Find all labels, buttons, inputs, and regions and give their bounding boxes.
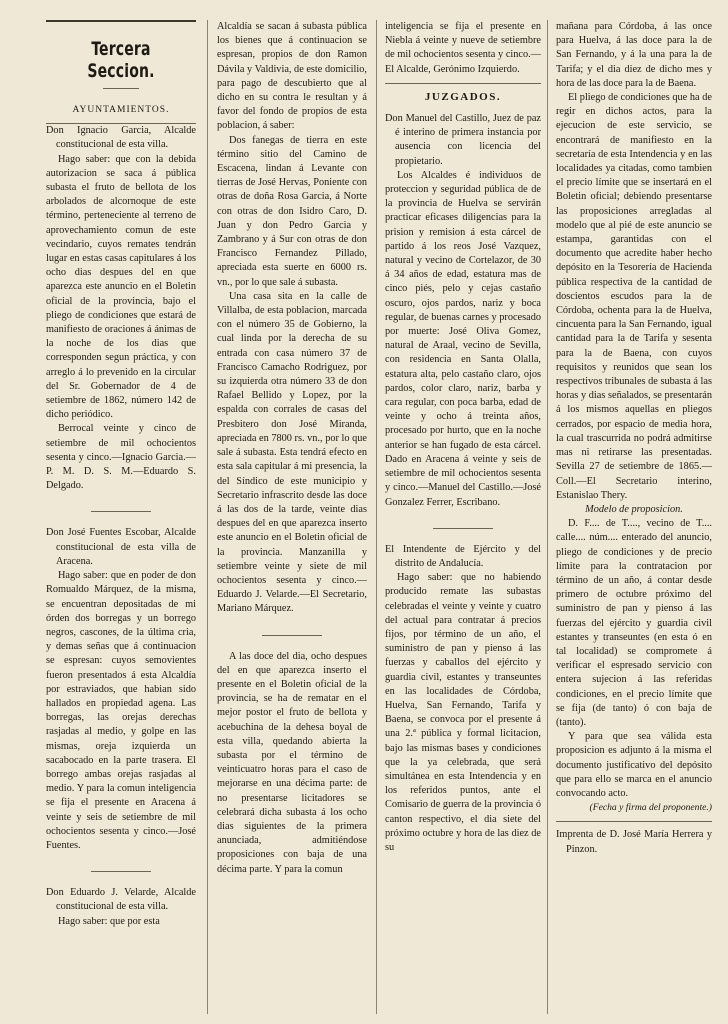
notice-body: Hago saber: que en poder de don Romualdo Márquez, de la misma, se encuentran depositadas de mi órden dos borregas y un borrego negros, cascones, de la última cria, y demas señas que á continuacion se espresan: cuyos semovientes fueron presentados á esta Alcaldía por estraviados, que habian sido hallados en propiedad agena. Las borregas, las orejas derechas rasjadas al medio, y golpe en las mismas, oreja izquierda un sacabocado en la parte trasera. El borrego ambas orejas rasjadas al medio. Y para la comun inteligencia se fija el presente en Aracena á veinte y seis de setiembre de mil ochocientos sesenta y cinco.—José Fuentes. [46, 570, 196, 851]
model-title: Modelo de proposicion. [585, 503, 683, 515]
notice-heading: Don Manuel del Castillo, Juez de paz é interino de primera instancia por ausencia con licencia del propietario. [385, 113, 541, 167]
paragraph: A las doce del dia, ocho despues del en que aparezca inserto el presente en el Boletin oficial de la provincia, se ha de rematar en el mejor postor el fruto de bellota y acebuchina de la dehesa boyal de esta villa, quedando abierta la subasta por el término de veinticuatro horas para el caso de mejorarse en una décima parte: de no presentarse licitadores se celebrará dicha subasta á los ocho dias siguientes de la primera anunciada, admitiéndose proposiciones con baja de una décima parte. Y para la comun [217, 650, 367, 875]
paragraph: Alcaldía se sacan á subasta pública los bienes que á continuacion se espresan, propios de don Ramon Dávila y Valdivia, de este domicilio, para pago de descubierto que al dicho en su contra le resultan y á favor del fondo de propios de esta poblacion, á saber: [217, 21, 367, 132]
section-subhead: AYUNTAMIENTOS. [72, 105, 170, 115]
imprint: Imprenta de D. José María Herrera y Pinzon. [556, 829, 712, 855]
notice-separator [91, 871, 151, 872]
divider [385, 83, 541, 84]
notice-body: Hago saber: que por esta [58, 915, 160, 927]
top-rule [46, 20, 196, 22]
notice-heading: Don Eduardo J. Velarde, Alcalde constitucional de esta villa. [46, 887, 196, 913]
column-divider [376, 20, 377, 1014]
notice-body: Hago saber: que no habiendo producido remate las subastas celebradas el veinte y veinte y cuatro del actual para contratar á precios fijos, por término de un año, el suministro de pan y pienso á las fuerzas y caballos del ejército y guardia civil, estantes y transeuntes en las localidades de Córdoba, Huelva, San Fernando, Tarifa y Baena, se convoca por el presente á una 2.ª pública y formal licitacion, bajo las mismas bases y condiciones que la ya celebrada, que será simultánea en esta Intendencia y en los referidos puntos, ante el Comisario de guerra de la provincia ó canton respectivo, el dia siete del próximo octubre y hora de las diez de su [385, 572, 541, 853]
notice-heading: Don Ignacio Garcia, Alcalde constitucional de esta villa. [46, 125, 196, 151]
notice-separator [91, 511, 151, 512]
paragraph: inteligencia se fija el presente en Niebla á veinte y nueve de setiembre de mil ochocientos sesenta y cinco.—El Alcalde, Gerónimo Izquierdo. [385, 21, 541, 75]
column-divider [547, 20, 548, 1014]
signature-note: (Fecha y firma del proponente.) [589, 802, 712, 814]
paragraph: Y para que sea válida esta proposicion es adjunto á la misma el documento justificativo del depósito que para ello se marca en el anuncio convocando acto. [556, 731, 712, 799]
paragraph: Dos fanegas de tierra en este término sitio del Camino de Escacena, lindan á Levante con tierras de José Hervas, Poniente con otras de doña Rosa Garcia, á Norte con otras de don Isidro Caro, D. Juan y don Pedro Garcia y Zambrano y á Sur con otras de don Francisco Fernandez Pillado, apreciada esta suerte en 6000 rs. vn., por lo que sale á subasta. [217, 134, 367, 288]
notice-body: Hago saber: que con la debida autorizacion se saca á pública subasta el fruto de bellota de los arbolados de alcornoque de este término, perteneciente al terreno de aprovechamiento comun de este vecindario, cuyos remates tendrán lugar en estas casas capitulares á los ocho dias despues del en que aparezca este anuncio en el Boletin oficial de la provincia, bajo el pliego de condiciones que estará de manifiesto de oraciones á ánimas de la noche de los dias que corresponden segun práctica, y con arreglo á lo prevenido en la circular del Sr. Gobernador de 4 de setiembre de 1862, número 142 de dicho periódico. [46, 153, 196, 421]
notice-heading: El Intendente de Ejército y del distrito de Andalucía. [385, 543, 541, 569]
notice-separator [433, 528, 493, 529]
paragraph: El pliego de condiciones que ha de regir en dichos actos, para la ejecucion de este servicio, se encontrará de manifiesto en la secretaría de esta Intendencia y en las localidades ya citadas, como tambien el precio límite que se insertará en el Boletin oficial; debiendo presentarse las proposiciones arregladas al modelo que al pié de este anuncio se estampa, garantidas con el documento que acredite haber hecho depósito en la Tesorería de Hacienda pública respectiva de la cantidad de doscientos escudos para la de Córdoba, ochenta para la de Huelva, cincuenta para la San Fernando, igual cantidad para la de Tarifa y sesenta para la de Baena, con cuyos requisitos y reunidos que sean los respectivos tribunales de subasta á las horas y dias señalados, se presentarán á los mismos aquellas en pliegos cerrados, por espacio de media hora, la cual trascurrida no podrá admitirse mas ni retirarse las presentadas. Sevilla 27 de setiembre de 1865.—Coll.—El Secretario interino, Estanislao Thery. [556, 92, 712, 501]
column-1 [46, 20, 196, 1024]
notice-separator [262, 635, 322, 636]
column-2 [217, 20, 367, 1024]
section-title: Tercera Seccion. [87, 38, 155, 82]
column-4 [556, 20, 712, 1024]
paragraph: D. F.... de T...., vecino de T.... calle.... núm.... enterado del anuncio, pliego de condiciones y de precio límite para la contratacion por término de un año, á contar desde primero de octubre próximo del suministro de pan y pienso á las fuerzas del ejército y guardia civil estantes y transeuntes (en esta ó en tal localidad) se compromete á verificar el espresado servicio con entera sujecion á las referidas condiciones, en el precio límite que se fija (de tanto) ó con baja de (tanto). [556, 518, 712, 728]
column-3 [385, 20, 541, 1024]
paragraph: mañana para Córdoba, á las once para Huelva, á las doce para la de San Fernando, y á la una para la de Tarifa; y el dia diez de dicho mes y hora de las doce para la de Baena. [556, 21, 712, 89]
notice-body: Los Alcaldes é individuos de proteccion y seguridad pública de de la provincia de Huelva se servirán practicar eficases diligencias para la prision y remision á esta cárcel de partido á los reos José Vazquez, natural y vecino de Cortelazor, de 30 á 34 años de edad, estatura mas de cinco piés, pelo y cejas castaño oscuro, ojos pardos, nariz y boca regular, de buenas carnes y procesado por muerte: José Oliva Gomez, natural de Araal, vecino de Sevilla, con residencia en Santa Olalla, estatura alta, pelo castaño claro, ojos pardos, color claro, nariz, barba y cara regular, con poca barba, edad de veinte y ocho á treinta años, procesado por hurto, que en la noche anterior se han fugado de esta cárcel. Dado en Aracena á veinte y seis de setiembre de mil ochocientos sesenta y cinco.—Manuel del Castillo.—José Gonzalez Ferrer, Escribano. [385, 169, 541, 508]
notice-closing: Berrocal veinte y cinco de setiembre de mil ochocientos sesenta y cinco.—Ignacio Garcia.—P. M. D. S. M.—Eduardo S. Delgado. [46, 423, 196, 492]
column-divider [207, 20, 208, 1014]
paragraph: Una casa sita en la calle de Villalba, de esta poblacion, marcada con el número 35 de Gobierno, la cual linda por la derecha de su entrada con casa número 37 de Francisco Camacho Rodriguez, por su izquierda otra número 33 de don Rafael Bellido y Lopez, por la espalda con corrales de casas del Presbitero don José Miranda, apreciada en 7800 rs. vn., por lo que sale á subasta. Esta tendrá efecto en esta sala capitular á mi presencia, la del Síndico de este municipio y Secretario infrascrito desde las doce á las dos de la tarde, veinte dias despues del en que aparezca inserto este anuncio en el Boletin oficial de la provincia. Manzanilla y setiembre veinte y siete de mil ochocientos sesenta y cinco.—Eduardo J. Velarde.—El Secretario, Mariano Márquez. [217, 290, 367, 615]
ornament-rule [103, 88, 139, 89]
notice-heading: Don José Fuentes Escobar, Alcalde constitucional de esta villa de Aracena. [46, 527, 196, 567]
section-subhead: JUZGADOS. [424, 90, 502, 103]
